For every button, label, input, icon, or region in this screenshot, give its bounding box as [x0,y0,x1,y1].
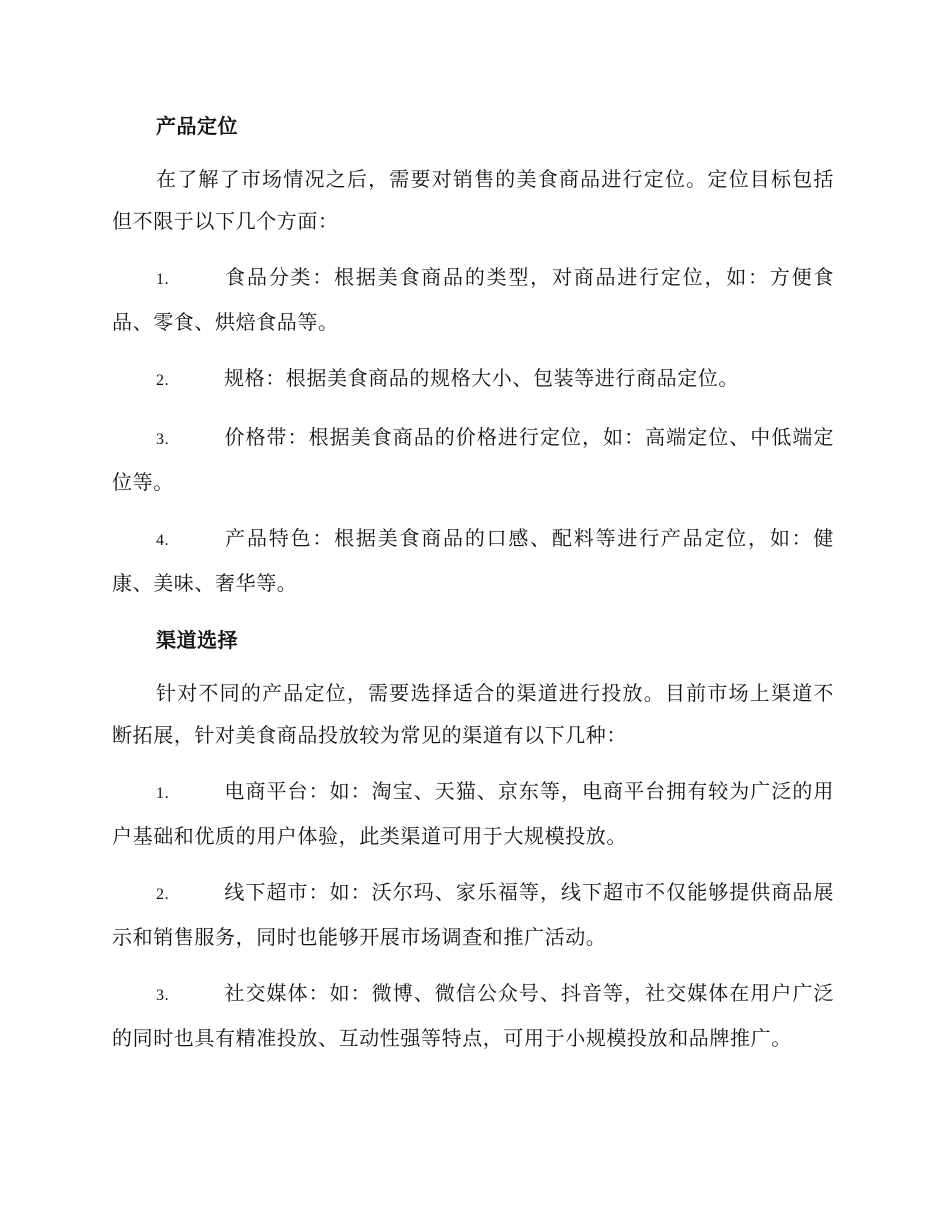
section-intro-channel-selection: 针对不同的产品定位，需要选择适合的渠道进行投放。目前市场上渠道不断拓展，针对美食商品投放较为常见的渠道有以下几种： [112,681,834,747]
list-item [112,871,834,958]
list-text: 产品特色：根据美食商品的口感、配料等进行产品定位，如：健康、美味、奢华等。 [112,526,834,595]
list-number: 3. [156,431,170,448]
list-number: 3. [156,987,170,1004]
list-text: 线下超市：如：沃尔玛、家乐福等，线下超市不仅能够提供商品展示和销售服务，同时也能够开展市场调查和推广活动。 [112,880,834,949]
list-number: 2. [156,372,170,389]
document-page [112,104,834,1059]
list-item [112,517,834,604]
list-item [112,357,834,402]
list-number: 1. [156,785,170,802]
list-text: 规格：根据美食商品的规格大小、包装等进行商品定位。 [224,366,739,390]
list-item [112,972,834,1059]
list-number: 1. [156,271,170,288]
list-text: 电商平台：如：淘宝、天猫、京东等，电商平台拥有较为广泛的用户基础和优质的用户体验，此类渠道可用于大规模投放。 [112,779,834,848]
list-number: 2. [156,886,170,903]
section-heading-product-positioning: 产品定位 [156,114,238,138]
list-text: 社交媒体：如：微博、微信公众号、抖音等，社交媒体在用户广泛的同时也具有精准投放、互动性强等特点，可用于小规模投放和品牌推广。 [112,981,834,1050]
section-heading-channel-selection: 渠道选择 [156,628,238,652]
section-intro-product-positioning: 在了解了市场情况之后，需要对销售的美食商品进行定位。定位目标包括但不限于以下几个方面： [112,167,834,233]
list-item [112,770,834,857]
list-item [112,416,834,503]
list-number: 4. [156,532,170,549]
list-text: 价格带：根据美食商品的价格进行定位，如：高端定位、中低端定位等。 [112,425,834,494]
list-item [112,256,834,343]
list-text: 食品分类：根据美食商品的类型，对商品进行定位，如：方便食品、零食、烘焙食品等。 [112,265,834,334]
